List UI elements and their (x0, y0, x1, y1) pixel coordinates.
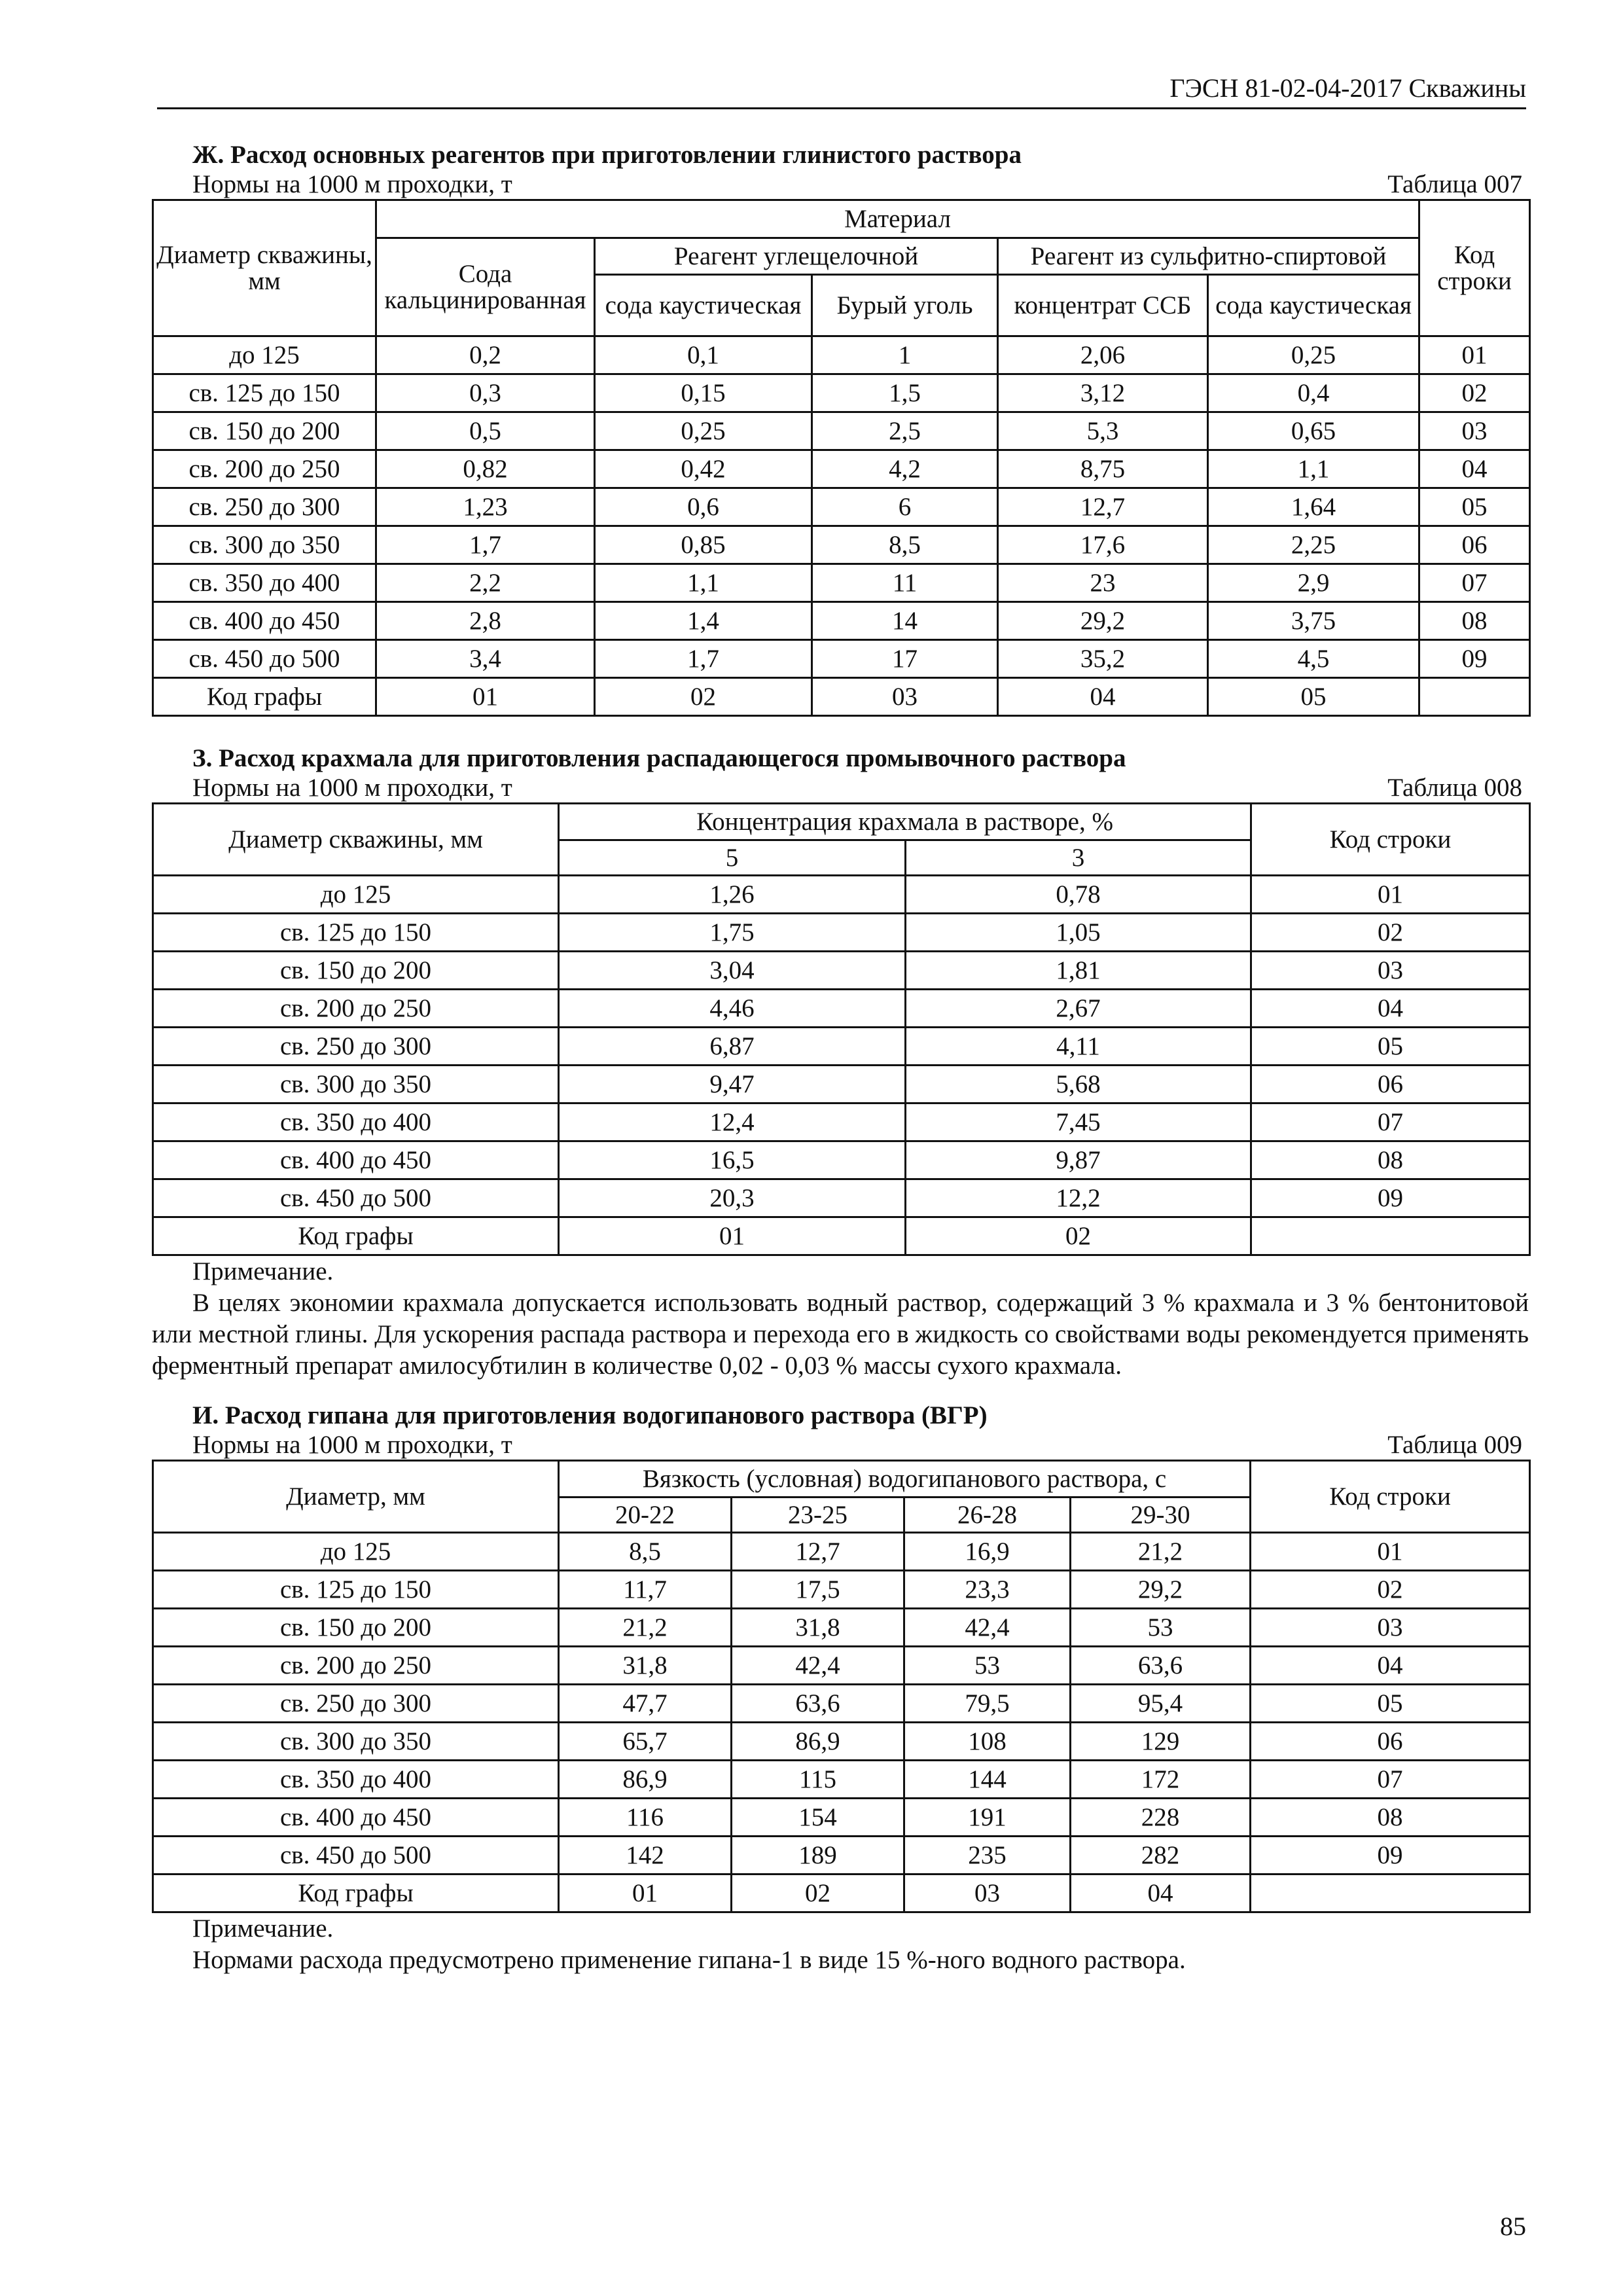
table-cell: 03 (1251, 952, 1530, 990)
table-cell: 11 (812, 564, 998, 602)
table-cell: 4,2 (812, 450, 998, 488)
table-row (153, 1685, 1530, 1723)
table-cell: 35,2 (998, 640, 1208, 678)
table-cell: 0,2 (376, 336, 595, 374)
header-conc-5: 5 (559, 840, 906, 876)
header-reagent-alkali-coal: Реагент углещелочной (595, 238, 998, 275)
table-cell: 09 (1251, 1837, 1530, 1874)
norms-text: Нормы на 1000 м проходки, т (192, 774, 512, 802)
column-code-cell: 04 (1071, 1874, 1251, 1912)
norms-line-008 (152, 774, 1529, 802)
table-cell: 235 (904, 1837, 1071, 1874)
table-cell: 02 (1251, 914, 1530, 952)
header-soda-caustic: сода каустическая (595, 275, 812, 336)
table-cell: 23 (998, 564, 1208, 602)
header-visc-29-30: 29-30 (1071, 1498, 1251, 1533)
running-header-text: ГЭСН 81-02-04-2017 Скважины (1169, 73, 1526, 103)
table-footer-row (153, 678, 1530, 716)
table-cell: 08 (1251, 1799, 1530, 1837)
table-row (153, 876, 1530, 914)
table-row (153, 1103, 1530, 1141)
header-material: Материал (376, 200, 1419, 238)
table-cell: 17 (812, 640, 998, 678)
table-row (153, 336, 1530, 374)
note-009 (152, 1913, 1529, 1976)
table-row (153, 990, 1530, 1028)
page-number: 85 (1500, 2212, 1526, 2241)
table-cell: 115 (732, 1761, 904, 1799)
table-cell: 12,4 (559, 1103, 906, 1141)
table-cell: 144 (904, 1761, 1071, 1799)
header-starch-concentration: Концентрация крахмала в растворе, % (559, 804, 1251, 840)
table-row (153, 952, 1530, 990)
row-label-cell: св. 250 до 300 (153, 488, 376, 526)
norms-line-007 (152, 170, 1529, 199)
header-brown-coal: Бурый уголь (812, 275, 998, 336)
row-label-cell: св. 400 до 450 (153, 1141, 559, 1179)
table-cell: 1,23 (376, 488, 595, 526)
table-row (153, 412, 1530, 450)
table-row (153, 564, 1530, 602)
table-cell: 07 (1251, 1103, 1530, 1141)
footer-label-cell: Код графы (153, 1217, 559, 1255)
table-cell: 86,9 (732, 1723, 904, 1761)
header-ssb-concentrate: концентрат ССБ (998, 275, 1208, 336)
table-row (153, 640, 1530, 678)
table-cell: 63,6 (732, 1685, 904, 1723)
header-row-code: Код строки (1251, 804, 1530, 876)
table-row (153, 1837, 1530, 1874)
table-cell: 0,25 (1208, 336, 1419, 374)
table-cell: 108 (904, 1723, 1071, 1761)
column-code-cell: 02 (595, 678, 812, 716)
column-code-cell: 02 (906, 1217, 1251, 1255)
table-cell: 12,2 (906, 1179, 1251, 1217)
table-cell: 129 (1071, 1723, 1251, 1761)
row-label-cell: св. 450 до 500 (153, 1837, 559, 1874)
table-cell: 08 (1419, 602, 1530, 640)
table-cell: 05 (1251, 1685, 1530, 1723)
table-cell: 1,1 (595, 564, 812, 602)
table-cell: 21,2 (559, 1609, 732, 1647)
table-cell: 2,67 (906, 990, 1251, 1028)
table-cell: 05 (1251, 1028, 1530, 1066)
note-008 (152, 1256, 1529, 1382)
table-cell: 01 (1251, 1533, 1530, 1571)
table-cell: 16,5 (559, 1141, 906, 1179)
table-cell: 47,7 (559, 1685, 732, 1723)
table-row (153, 914, 1530, 952)
header-visc-23-25: 23-25 (732, 1498, 904, 1533)
table-008 (152, 802, 1531, 1256)
table-cell: 11,7 (559, 1571, 732, 1609)
table-row (153, 1647, 1530, 1685)
row-label-cell: св. 250 до 300 (153, 1028, 559, 1066)
section-table-009 (152, 1401, 1529, 1976)
row-label-cell: св. 350 до 400 (153, 1761, 559, 1799)
table-cell: 06 (1419, 526, 1530, 564)
table-cell: 3,12 (998, 374, 1208, 412)
table-007 (152, 199, 1531, 717)
table-row (153, 526, 1530, 564)
table-row (153, 1571, 1530, 1609)
table-footer-row (153, 1874, 1530, 1912)
table-cell: 03 (1419, 412, 1530, 450)
table-cell: 0,6 (595, 488, 812, 526)
table-cell: 172 (1071, 1761, 1251, 1799)
table-cell: 142 (559, 1837, 732, 1874)
header-visc-20-22: 20-22 (559, 1498, 732, 1533)
table-cell: 1,75 (559, 914, 906, 952)
table-row (153, 1799, 1530, 1837)
row-label-cell: св. 150 до 200 (153, 952, 559, 990)
table-cell: 1 (812, 336, 998, 374)
column-code-cell: 03 (812, 678, 998, 716)
table-cell: 2,2 (376, 564, 595, 602)
table-cell: 0,15 (595, 374, 812, 412)
table-row (153, 1609, 1530, 1647)
table-cell: 07 (1251, 1761, 1530, 1799)
table-row (153, 602, 1530, 640)
row-label-cell: св. 400 до 450 (153, 1799, 559, 1837)
table-cell: 0,3 (376, 374, 595, 412)
row-label-cell: св. 350 до 400 (153, 1103, 559, 1141)
table-cell: 4,11 (906, 1028, 1251, 1066)
table-cell: 08 (1251, 1141, 1530, 1179)
table-cell: 154 (732, 1799, 904, 1837)
table-cell: 20,3 (559, 1179, 906, 1217)
table-cell: 86,9 (559, 1761, 732, 1799)
row-label-cell: св. 300 до 350 (153, 1723, 559, 1761)
table-cell: 1,5 (812, 374, 998, 412)
column-code-cell: 01 (559, 1874, 732, 1912)
table-row (153, 1179, 1530, 1217)
row-label-cell: до 125 (153, 336, 376, 374)
row-label-cell: св. 200 до 250 (153, 990, 559, 1028)
table-cell: 1,7 (376, 526, 595, 564)
table-cell: 01 (1251, 876, 1530, 914)
table-cell: 1,81 (906, 952, 1251, 990)
note-label: Примечание. (192, 1914, 334, 1943)
table-009 (152, 1460, 1531, 1913)
row-label-cell: до 125 (153, 1533, 559, 1571)
norms-line-009 (152, 1431, 1529, 1460)
footer-label-cell: Код графы (153, 1874, 559, 1912)
table-cell: 1,4 (595, 602, 812, 640)
note-text: В целях экономии крахмала допускается использовать водный раствор, содержащий 3 % крахмала и 3 % бентонитовой или местной глины. Для ускорения распада раствора и перехода его в жидкость со свойствами воды рекомендуется применять ферментный препарат амилосубтилин в количестве 0,02 - 0,03 % массы сухого крахмала. (152, 1289, 1529, 1380)
table-cell: 1,05 (906, 914, 1251, 952)
row-label-cell: св. 350 до 400 (153, 564, 376, 602)
table-cell: 29,2 (998, 602, 1208, 640)
column-code-cell: 03 (904, 1874, 1071, 1912)
row-label-cell: св. 300 до 350 (153, 1066, 559, 1103)
table-cell: 1,26 (559, 876, 906, 914)
table-cell: 0,25 (595, 412, 812, 450)
table-cell: 5,3 (998, 412, 1208, 450)
table-cell: 282 (1071, 1837, 1251, 1874)
header-soda-caustic-2: сода каустическая (1208, 275, 1419, 336)
table-number: Таблица 008 (1387, 774, 1522, 802)
table-cell: 42,4 (904, 1609, 1071, 1647)
table-cell: 228 (1071, 1799, 1251, 1837)
column-code-cell: 04 (998, 678, 1208, 716)
row-label-cell: св. 400 до 450 (153, 602, 376, 640)
table-cell: 3,4 (376, 640, 595, 678)
table-cell: 29,2 (1071, 1571, 1251, 1609)
table-cell: 95,4 (1071, 1685, 1251, 1723)
table-cell: 0,42 (595, 450, 812, 488)
table-cell: 09 (1419, 640, 1530, 678)
section-table-007 (152, 140, 1529, 717)
table-cell: 1,1 (1208, 450, 1419, 488)
table-cell: 8,75 (998, 450, 1208, 488)
section-title-007: Ж. Расход основных реагентов при приготовлении глинистого раствора (192, 141, 1022, 169)
row-label-cell: св. 150 до 200 (153, 412, 376, 450)
table-cell: 2,9 (1208, 564, 1419, 602)
table-cell: 05 (1419, 488, 1530, 526)
table-cell: 04 (1251, 1647, 1530, 1685)
table-row (153, 1028, 1530, 1066)
table-cell: 04 (1251, 990, 1530, 1028)
row-label-cell: св. 125 до 150 (153, 914, 559, 952)
table-number: Таблица 007 (1387, 170, 1522, 198)
row-label-cell: св. 450 до 500 (153, 1179, 559, 1217)
section-table-008 (152, 744, 1529, 1382)
table-cell: 53 (904, 1647, 1071, 1685)
table-cell: 0,85 (595, 526, 812, 564)
row-label-cell: св. 300 до 350 (153, 526, 376, 564)
table-cell: 02 (1419, 374, 1530, 412)
header-diameter: Диаметр скважины, мм (153, 804, 559, 876)
header-diameter: Диаметр, мм (153, 1461, 559, 1533)
table-cell: 5,68 (906, 1066, 1251, 1103)
column-code-cell: 05 (1208, 678, 1419, 716)
row-label-cell: св. 125 до 150 (153, 1571, 559, 1609)
header-visc-26-28: 26-28 (904, 1498, 1071, 1533)
column-code-cell: 01 (559, 1217, 906, 1255)
table-cell: 0,5 (376, 412, 595, 450)
table-cell: 53 (1071, 1609, 1251, 1647)
column-code-cell: 02 (732, 1874, 904, 1912)
column-code-cell (1251, 1217, 1530, 1255)
column-code-cell (1419, 678, 1530, 716)
table-cell: 9,47 (559, 1066, 906, 1103)
row-label-cell: св. 250 до 300 (153, 1685, 559, 1723)
table-row (153, 1723, 1530, 1761)
table-cell: 21,2 (1071, 1533, 1251, 1571)
table-cell: 7,45 (906, 1103, 1251, 1141)
table-cell: 31,8 (732, 1609, 904, 1647)
table-footer-row (153, 1217, 1530, 1255)
column-code-cell (1251, 1874, 1530, 1912)
table-cell: 6,87 (559, 1028, 906, 1066)
table-cell: 6 (812, 488, 998, 526)
table-cell: 4,46 (559, 990, 906, 1028)
header-conc-3: 3 (906, 840, 1251, 876)
table-row (153, 1141, 1530, 1179)
norms-text: Нормы на 1000 м проходки, т (192, 170, 512, 198)
table-cell: 06 (1251, 1066, 1530, 1103)
table-cell: 17,5 (732, 1571, 904, 1609)
table-row (153, 374, 1530, 412)
table-cell: 0,82 (376, 450, 595, 488)
header-soda-calcined: Сода кальцинированная (376, 238, 595, 336)
table-cell: 8,5 (812, 526, 998, 564)
running-header (157, 73, 1526, 109)
table-cell: 03 (1251, 1609, 1530, 1647)
section-title-009: И. Расход гипана для приготовления водогипанового раствора (ВГР) (192, 1401, 988, 1429)
row-label-cell: св. 125 до 150 (153, 374, 376, 412)
table-row (153, 1761, 1530, 1799)
header-diameter: Диаметр скважины, мм (153, 200, 376, 336)
header-reagent-sulfite: Реагент из сульфитно-спиртовой (998, 238, 1419, 275)
table-cell: 01 (1419, 336, 1530, 374)
note-label: Примечание. (192, 1257, 334, 1285)
table-cell: 14 (812, 602, 998, 640)
row-label-cell: св. 200 до 250 (153, 1647, 559, 1685)
table-cell: 0,4 (1208, 374, 1419, 412)
table-cell: 0,1 (595, 336, 812, 374)
table-cell: 63,6 (1071, 1647, 1251, 1685)
header-viscosity: Вязкость (условная) водогипанового раствора, с (559, 1461, 1251, 1498)
table-cell: 191 (904, 1799, 1071, 1837)
table-cell: 16,9 (904, 1533, 1071, 1571)
table-cell: 4,5 (1208, 640, 1419, 678)
table-row (153, 1066, 1530, 1103)
table-cell: 0,65 (1208, 412, 1419, 450)
norms-text: Нормы на 1000 м проходки, т (192, 1431, 512, 1459)
header-row-code: Код строки (1419, 200, 1530, 336)
table-cell: 3,04 (559, 952, 906, 990)
footer-label-cell: Код графы (153, 678, 376, 716)
table-cell: 12,7 (998, 488, 1208, 526)
table-cell: 31,8 (559, 1647, 732, 1685)
table-row (153, 1533, 1530, 1571)
table-cell: 189 (732, 1837, 904, 1874)
table-cell: 79,5 (904, 1685, 1071, 1723)
table-cell: 23,3 (904, 1571, 1071, 1609)
row-label-cell: св. 150 до 200 (153, 1609, 559, 1647)
table-cell: 42,4 (732, 1647, 904, 1685)
table-cell: 06 (1251, 1723, 1530, 1761)
table-cell: 09 (1251, 1179, 1530, 1217)
table-cell: 17,6 (998, 526, 1208, 564)
table-cell: 116 (559, 1799, 732, 1837)
table-cell: 8,5 (559, 1533, 732, 1571)
table-cell: 0,78 (906, 876, 1251, 914)
table-cell: 3,75 (1208, 602, 1419, 640)
table-cell: 2,8 (376, 602, 595, 640)
table-cell: 12,7 (732, 1533, 904, 1571)
table-cell: 02 (1251, 1571, 1530, 1609)
row-label-cell: до 125 (153, 876, 559, 914)
table-row (153, 488, 1530, 526)
header-row-code: Код строки (1251, 1461, 1530, 1533)
table-cell: 2,5 (812, 412, 998, 450)
note-text: Нормами расхода предусмотрено применение гипана-1 в виде 15 %-ного водного раствора. (192, 1946, 1186, 1974)
table-number: Таблица 009 (1387, 1431, 1522, 1459)
table-row (153, 450, 1530, 488)
row-label-cell: св. 200 до 250 (153, 450, 376, 488)
table-cell: 04 (1419, 450, 1530, 488)
table-cell: 2,06 (998, 336, 1208, 374)
table-cell: 2,25 (1208, 526, 1419, 564)
table-cell: 65,7 (559, 1723, 732, 1761)
section-title-008: З. Расход крахмала для приготовления распадающегося промывочного раствора (192, 744, 1126, 772)
table-cell: 9,87 (906, 1141, 1251, 1179)
table-cell: 1,64 (1208, 488, 1419, 526)
table-cell: 1,7 (595, 640, 812, 678)
table-cell: 07 (1419, 564, 1530, 602)
row-label-cell: св. 450 до 500 (153, 640, 376, 678)
column-code-cell: 01 (376, 678, 595, 716)
